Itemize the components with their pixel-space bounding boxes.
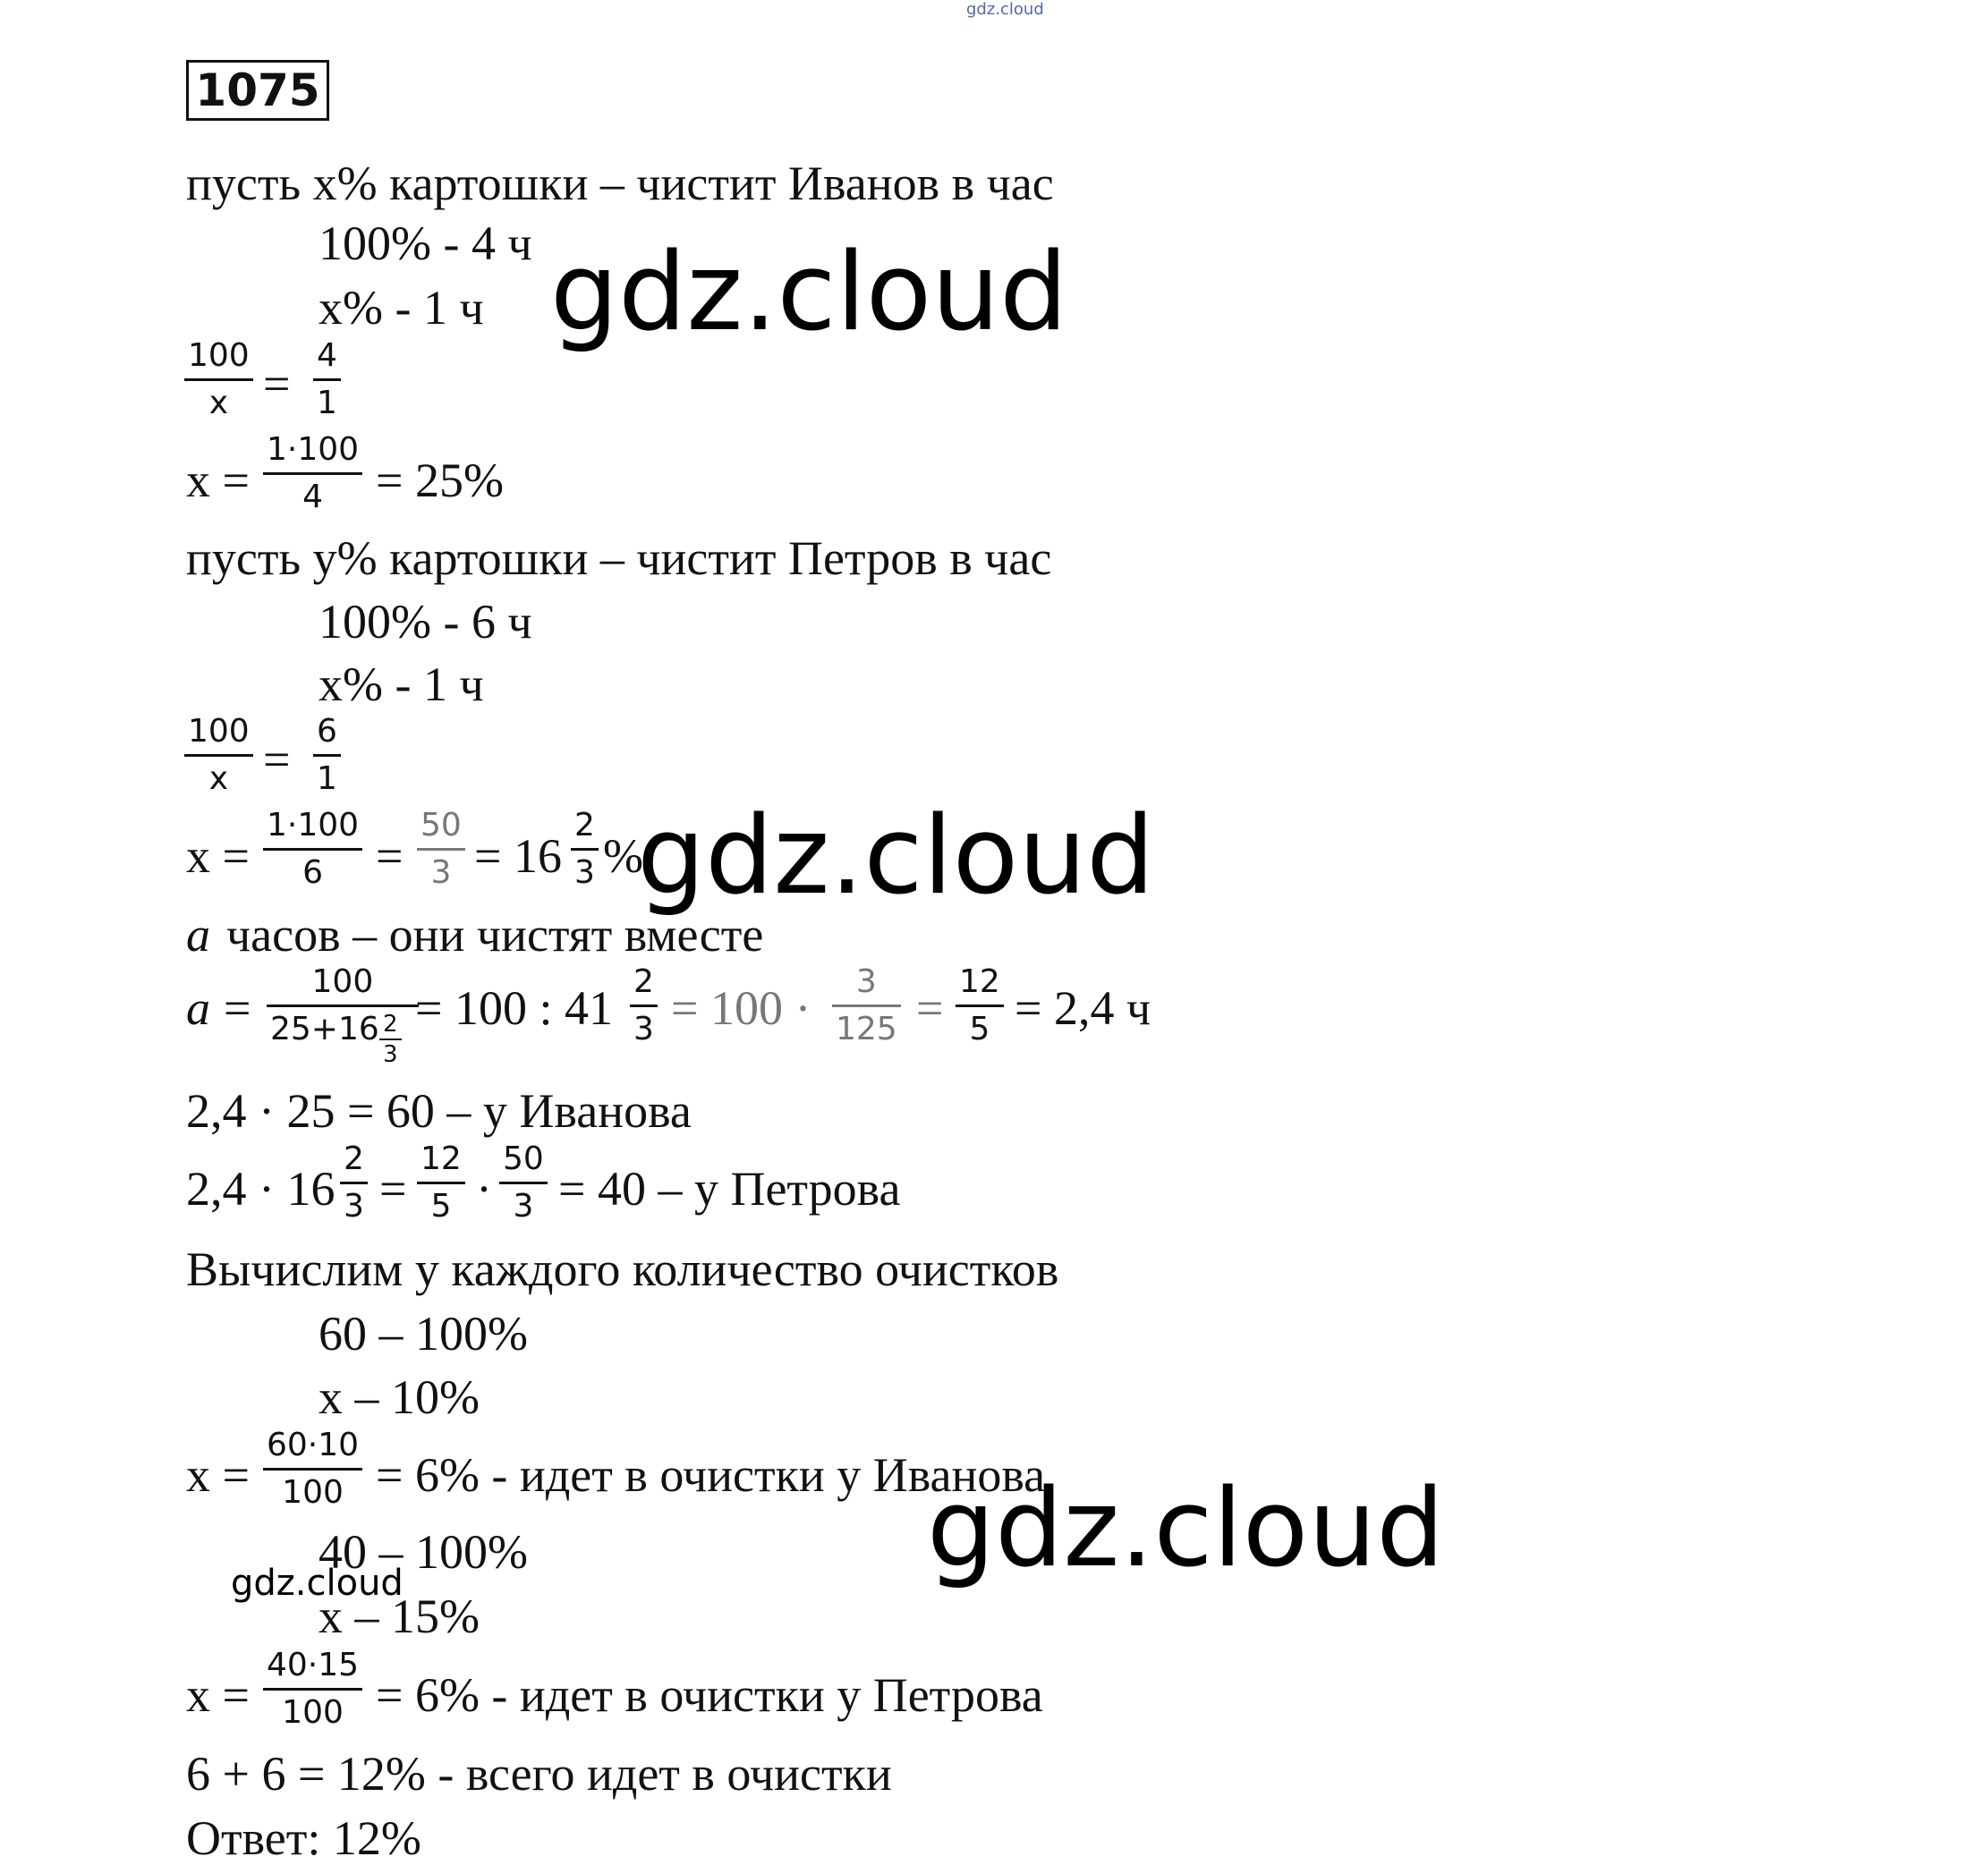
watermark-2: gdz.cloud xyxy=(637,794,1155,919)
line-23: Ответ: 12% xyxy=(186,1811,421,1865)
line-5-lhs: x = xyxy=(186,454,250,507)
line-12-end: = 2,4 ч xyxy=(1015,981,1151,1035)
fraction-100-over-x: 100 x xyxy=(184,340,253,420)
watermark-4: gdz.cloud xyxy=(231,1563,404,1604)
line-12-mid2: = 100 · xyxy=(671,981,811,1035)
line-14-end: = 40 – у Петрова xyxy=(558,1162,901,1216)
line-14-dot: · xyxy=(476,1162,492,1216)
problem-number: 1075 xyxy=(186,60,329,121)
fraction-2-over-3-c: 2 3 xyxy=(340,1143,368,1223)
fraction-12-over-5: 12 5 xyxy=(956,966,1004,1046)
line-12-eq3: = xyxy=(916,981,944,1035)
line-12-a: a xyxy=(186,981,210,1035)
line-12-eq: = xyxy=(224,981,251,1035)
equals-sign: = xyxy=(263,357,291,411)
line-18-lhs: x = xyxy=(186,1448,250,1502)
fraction-2-over-3: 2 3 xyxy=(571,810,599,889)
watermark-3: gdz.cloud xyxy=(927,1467,1445,1591)
watermark-top: gdz.cloud xyxy=(966,0,1044,19)
fraction-2-over-3-b: 2 3 xyxy=(630,966,658,1046)
fraction-12-over-5-b: 12 5 xyxy=(417,1143,465,1223)
equals-sign-2: = xyxy=(263,733,291,786)
line-8: x% - 1 ч xyxy=(319,657,484,711)
line-20: x – 15% xyxy=(319,1589,480,1643)
fraction-50-over-3-b: 50 3 xyxy=(499,1143,548,1223)
line-22: 6 + 6 = 12% - всего идет в очистки xyxy=(186,1747,892,1801)
line-10-eq1: = xyxy=(376,829,404,883)
line-16: 60 – 100% xyxy=(319,1307,528,1361)
fraction-1x100-over-4: 1·100 4 xyxy=(263,434,362,513)
line-6: пусть y% картошки – чистит Петров в час xyxy=(186,531,1052,585)
line-12-mid: = 100 : 41 xyxy=(415,981,613,1035)
fraction-100-over-x-2: 100 x xyxy=(184,716,253,795)
line-14-a: 2,4 · 16 xyxy=(186,1162,336,1216)
line-11-a: a xyxy=(186,908,210,962)
line-15: Вычислим у каждого количество очистков xyxy=(186,1242,1059,1296)
line-10-eq2: = 16 xyxy=(474,829,562,883)
line-11: часов – они чистят вместе xyxy=(226,908,764,962)
line-10-lhs: x = xyxy=(186,829,250,883)
line-14-eq: = xyxy=(379,1162,407,1216)
line-7: 100% - 6 ч xyxy=(319,595,532,649)
fraction-50-over-3: 50 3 xyxy=(417,810,465,889)
fraction-2-over-3-sub: 2 3 xyxy=(379,1013,402,1066)
line-10-pct: % xyxy=(603,829,643,883)
fraction-6-over-1: 6 1 xyxy=(313,716,341,795)
line-5-rhs: = 25% xyxy=(376,454,504,507)
line-13: 2,4 · 25 = 60 – у Иванова xyxy=(186,1084,692,1138)
line-19: 40 – 100% xyxy=(319,1525,528,1579)
line-2: 100% - 4 ч xyxy=(319,216,532,270)
line-18-rhs: = 6% - идет в очистки у Иванова xyxy=(376,1448,1046,1502)
fraction-4-over-1: 4 1 xyxy=(313,340,341,420)
line-1: пусть x% картошки – чистит Иванов в час xyxy=(186,157,1054,210)
line-3: x% - 1 ч xyxy=(319,281,484,335)
fraction-100-over-sum: 100 25+16 xyxy=(267,966,419,1046)
line-21-lhs: x = xyxy=(186,1668,250,1722)
watermark-1: gdz.cloud xyxy=(550,231,1068,355)
fraction-3-over-125: 3 125 xyxy=(832,966,901,1046)
line-21-rhs: = 6% - идет в очистки у Петрова xyxy=(376,1668,1043,1722)
fraction-60x10-over-100: 60·10 100 xyxy=(263,1429,362,1509)
fraction-1x100-over-6: 1·100 6 xyxy=(263,810,362,889)
fraction-40x15-over-100: 40·15 100 xyxy=(263,1649,362,1729)
line-17: x – 10% xyxy=(319,1370,480,1424)
